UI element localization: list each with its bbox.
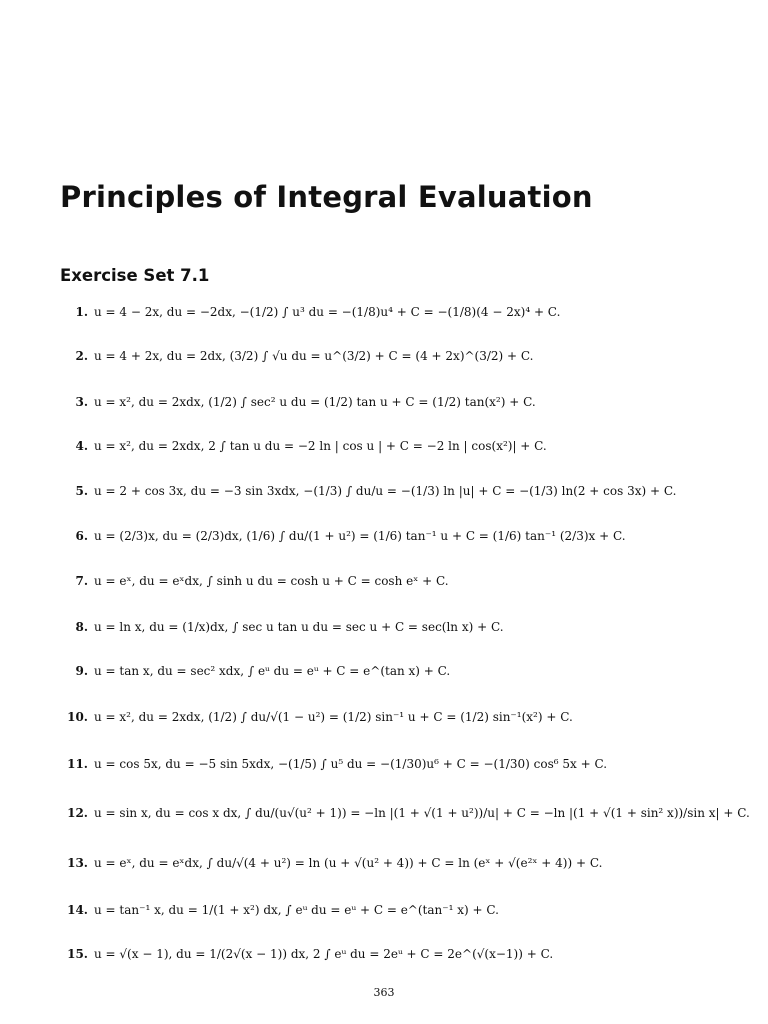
chapter-title: Principles of Integral Evaluation [60, 180, 593, 214]
problem-number: 2. [75, 349, 88, 363]
problem-number: 11. [67, 757, 88, 771]
problem-1 [66, 304, 754, 320]
section-heading: Exercise Set 7.1 [60, 266, 210, 285]
problem-number: 15. [67, 947, 88, 961]
problem-solution: u = √(x − 1), du = 1/(2√(x − 1)) dx, 2 ∫ eᵘ du = 2eᵘ + C = 2e^(√(x−1)) + C. [94, 947, 554, 961]
problem-11 [66, 756, 754, 772]
problem-solution: u = sin x, du = cos x dx, ∫ du/(u√(u² + 1)) = −ln |(1 + √(1 + u²))/u| + C = −ln |(1 + √(1 + sin² x))/sin x| + C. [94, 806, 750, 820]
problem-4 [66, 438, 754, 454]
problem-solution: u = ln x, du = (1/x)dx, ∫ sec u tan u du = sec u + C = sec(ln x) + C. [94, 620, 504, 634]
problem-solution: u = 4 − 2x, du = −2dx, −(1/2) ∫ u³ du = −(1/8)u⁴ + C = −(1/8)(4 − 2x)⁴ + C. [94, 305, 561, 319]
problem-15 [66, 946, 754, 962]
problem-solution: u = 4 + 2x, du = 2dx, (3/2) ∫ √u du = u^(3/2) + C = (4 + 2x)^(3/2) + C. [94, 349, 534, 363]
problem-solution: u = x², du = 2xdx, (1/2) ∫ du/√(1 − u²) = (1/2) sin⁻¹ u + C = (1/2) sin⁻¹(x²) + C. [94, 710, 573, 724]
problem-solution: u = 2 + cos 3x, du = −3 sin 3xdx, −(1/3) ∫ du/u = −(1/3) ln |u| + C = −(1/3) ln(2 + cos 3x) + C. [94, 484, 677, 498]
page-number: 363 [373, 986, 395, 999]
problem-solution: u = x², du = 2xdx, (1/2) ∫ sec² u du = (1/2) tan u + C = (1/2) tan(x²) + C. [94, 395, 536, 409]
problem-number: 4. [75, 439, 88, 453]
problem-number: 13. [67, 856, 88, 870]
problem-10 [66, 709, 754, 725]
problem-solution: u = eˣ, du = eˣdx, ∫ du/√(4 + u²) = ln (u + √(u² + 4)) + C = ln (eˣ + √(e²ˣ + 4)) + C. [94, 856, 603, 870]
problem-number: 9. [75, 664, 88, 678]
problem-solution: u = (2/3)x, du = (2/3)dx, (1/6) ∫ du/(1 + u²) = (1/6) tan⁻¹ u + C = (1/6) tan⁻¹ (2/3)x + C. [94, 529, 626, 543]
problem-3 [66, 394, 754, 410]
problem-14 [66, 902, 754, 918]
problem-solution: u = eˣ, du = eˣdx, ∫ sinh u du = cosh u + C = cosh eˣ + C. [94, 574, 449, 588]
problem-7 [66, 573, 754, 589]
problem-12 [66, 805, 754, 821]
problem-8 [66, 619, 754, 635]
problem-5 [66, 483, 754, 499]
problem-2 [66, 348, 754, 364]
problem-number: 10. [67, 710, 88, 724]
problem-number: 8. [75, 620, 88, 634]
problem-6 [66, 528, 754, 544]
problem-9 [66, 663, 754, 679]
problem-13 [66, 855, 754, 871]
problem-solution: u = x², du = 2xdx, 2 ∫ tan u du = −2 ln | cos u | + C = −2 ln | cos(x²)| + C. [94, 439, 547, 453]
problem-number: 6. [75, 529, 88, 543]
problem-number: 5. [75, 484, 88, 498]
problem-solution: u = cos 5x, du = −5 sin 5xdx, −(1/5) ∫ u⁵ du = −(1/30)u⁶ + C = −(1/30) cos⁶ 5x + C. [94, 757, 608, 771]
problem-number: 7. [75, 574, 88, 588]
problem-solution: u = tan x, du = sec² xdx, ∫ eᵘ du = eᵘ + C = e^(tan x) + C. [94, 664, 451, 678]
problem-number: 1. [75, 305, 88, 319]
problem-number: 12. [67, 806, 88, 820]
problem-number: 14. [67, 903, 88, 917]
problem-number: 3. [75, 395, 88, 409]
problem-solution: u = tan⁻¹ x, du = 1/(1 + x²) dx, ∫ eᵘ du = eᵘ + C = e^(tan⁻¹ x) + C. [94, 903, 499, 917]
